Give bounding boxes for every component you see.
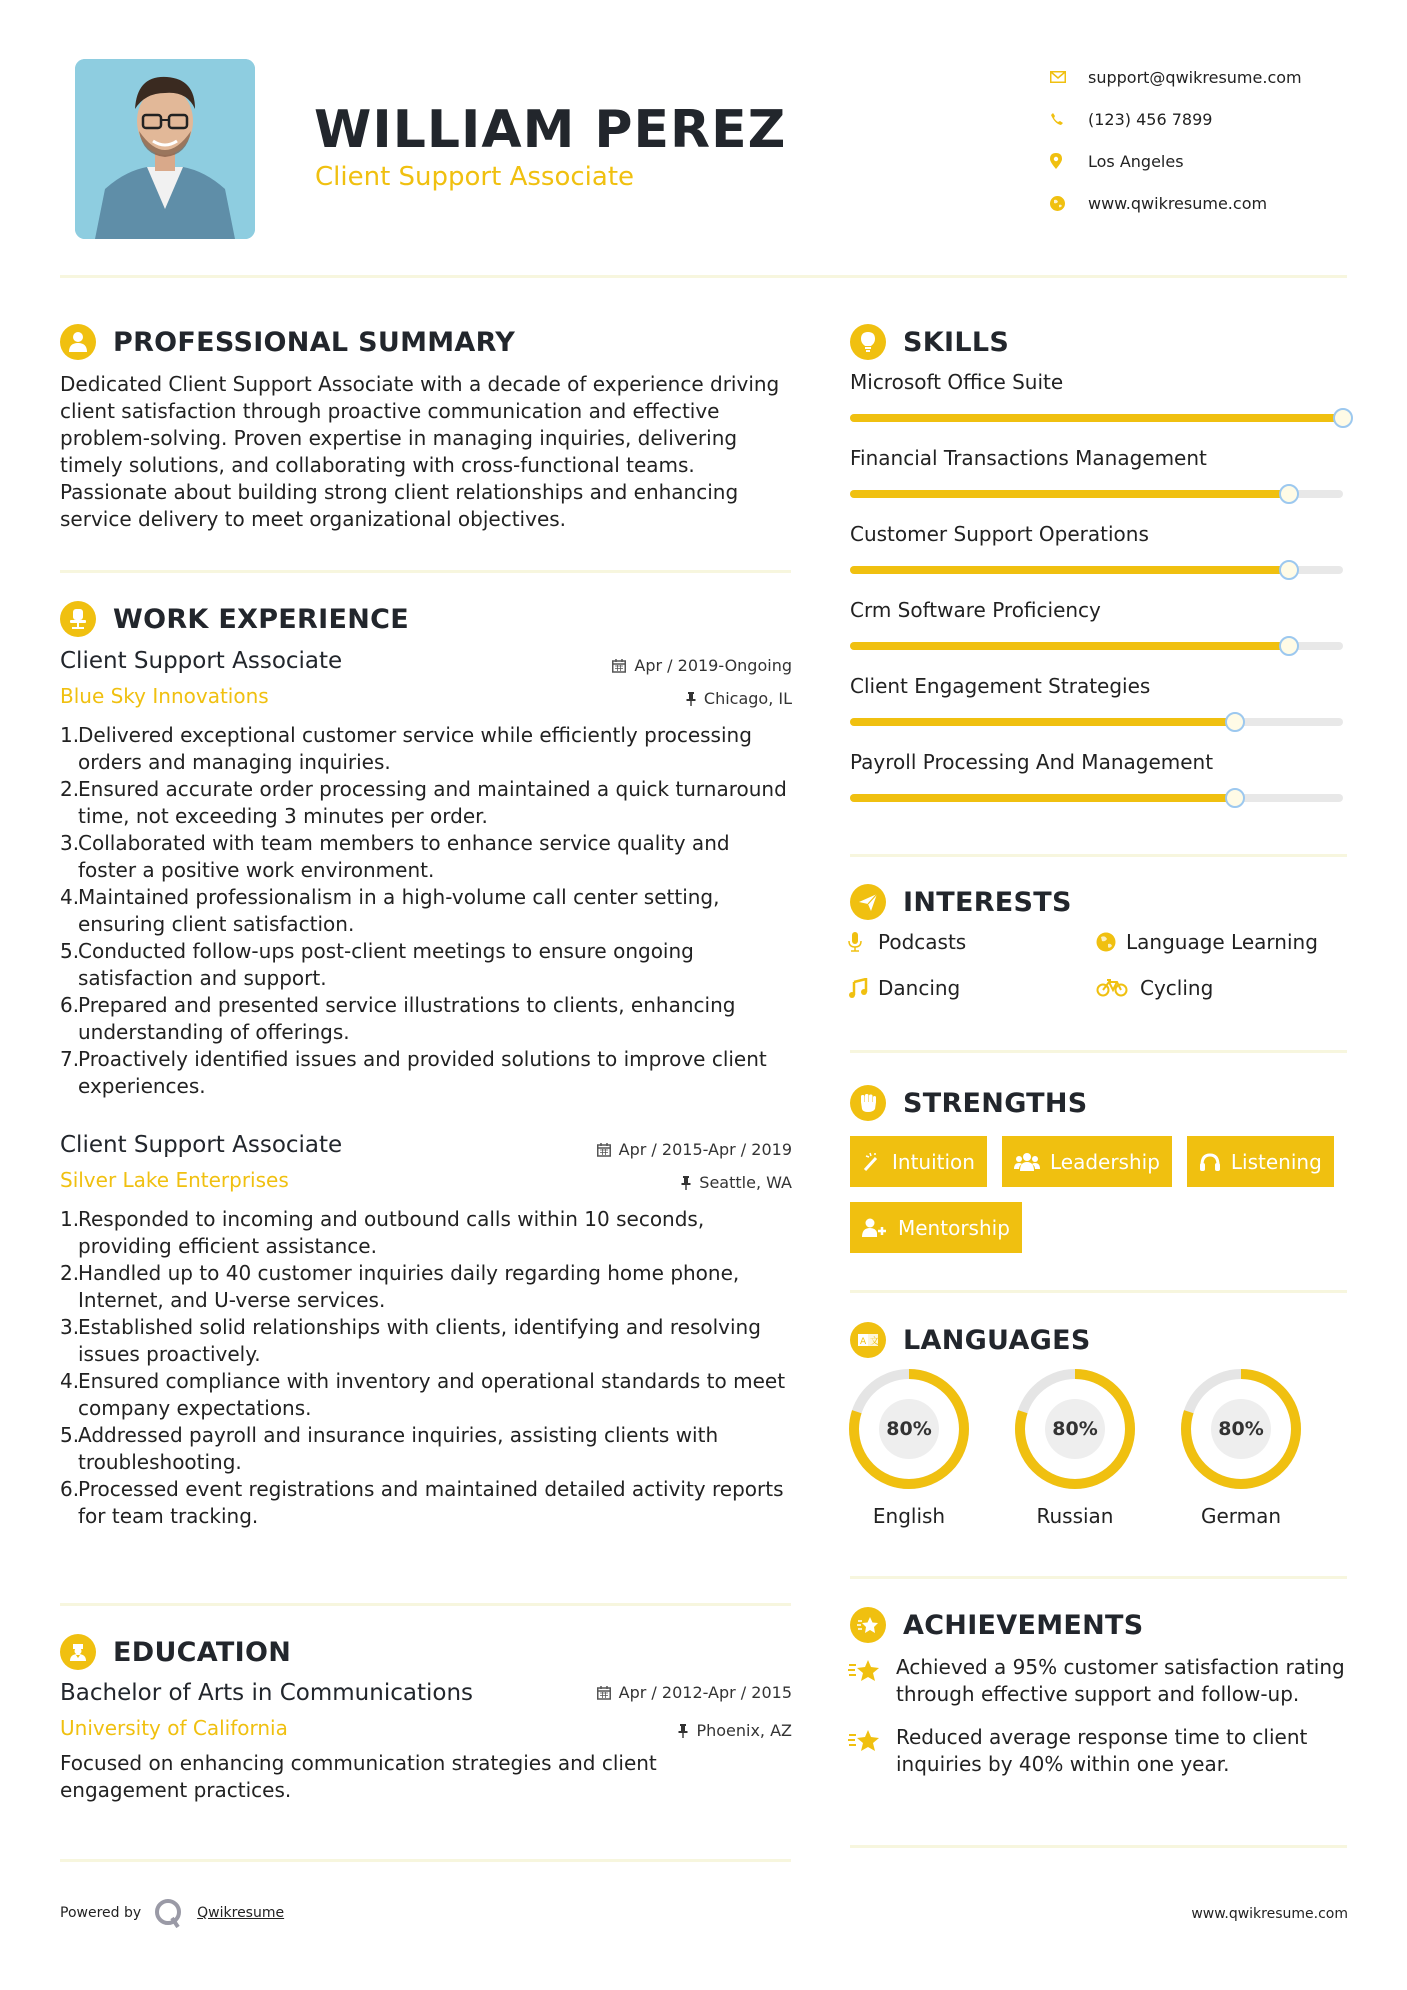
job-company: Blue Sky Innovations <box>60 684 269 708</box>
skill-knob <box>1225 788 1245 808</box>
strength-chip: Mentorship <box>850 1202 1022 1253</box>
music-note-icon <box>848 978 878 998</box>
experience-divider <box>60 1603 791 1606</box>
contact-list <box>1050 56 1302 224</box>
strengths-title: STRENGTHS <box>903 1087 1088 1119</box>
achievements-heading <box>850 1607 1144 1643</box>
skill-knob <box>1279 636 1299 656</box>
job-bullets <box>60 1206 792 1530</box>
svg-text:文: 文 <box>870 1337 879 1347</box>
skill-item: Client Engagement Strategies <box>850 674 1350 750</box>
skill-bar <box>850 642 1343 650</box>
calendar-icon <box>597 1686 611 1700</box>
education-entry <box>60 1680 792 1804</box>
interest-item: Podcasts <box>848 930 1096 954</box>
strength-chip: Intuition <box>850 1136 987 1187</box>
bullet-item: 4. Maintained professionalism in a high-volume call center setting, ensuring client satisfaction. <box>60 885 720 936</box>
language-percent: 80% <box>1211 1399 1271 1459</box>
contact-location <box>1050 140 1302 182</box>
pushpin-icon <box>686 692 696 706</box>
shooting-star-icon <box>850 1607 886 1643</box>
qwikresume-link[interactable]: Qwikresume <box>197 1905 285 1921</box>
header-divider <box>60 275 1347 278</box>
bullet-item: 1. Delivered exceptional customer service while efficiently processing orders and managing inquiries. <box>60 723 752 774</box>
skill-knob <box>1225 712 1245 732</box>
education-location: Phoenix, AZ <box>678 1721 792 1740</box>
education-dates: Apr / 2012-Apr / 2015 <box>597 1683 792 1702</box>
skill-item: Crm Software Proficiency <box>850 598 1350 674</box>
language-name: German <box>1200 1504 1282 1528</box>
bullet-item: 2. Ensured accurate order processing and maintained a quick turnaround time, not exceeding 3 minutes per order. <box>60 777 787 828</box>
contact-phone-text: (123) 456 7899 <box>1088 109 1213 129</box>
paper-plane-icon <box>850 884 886 920</box>
skill-item: Customer Support Operations <box>850 522 1350 598</box>
globe-icon <box>1096 932 1126 952</box>
summary-heading <box>60 324 515 360</box>
language-ring <box>1014 1368 1136 1490</box>
interests-list <box>848 930 1368 1000</box>
interest-item: Language Learning <box>1096 930 1356 954</box>
shooting-star-icon <box>848 1724 896 1778</box>
skill-knob <box>1279 484 1299 504</box>
interests-heading <box>850 884 1072 920</box>
language-percent: 80% <box>1045 1399 1105 1459</box>
phone-icon <box>1050 112 1088 126</box>
skill-knob <box>1333 408 1353 428</box>
bullet-item: 5. Addressed payroll and insurance inquiries, assisting clients with troubleshooting. <box>60 1423 719 1474</box>
bicycle-icon <box>1096 979 1140 997</box>
summary-divider <box>60 570 791 573</box>
users-icon <box>1014 1152 1040 1172</box>
pushpin-icon <box>678 1724 688 1738</box>
candidate-role: Client Support Associate <box>315 162 635 192</box>
interest-item: Dancing <box>848 976 1096 1000</box>
summary-title: PROFESSIONAL SUMMARY <box>113 326 516 358</box>
profile-photo <box>75 59 255 239</box>
qwikresume-logo-icon <box>155 1898 183 1928</box>
languages-heading <box>850 1322 1091 1358</box>
interests-title: INTERESTS <box>903 886 1072 918</box>
user-icon <box>60 324 96 360</box>
globe-icon <box>1050 196 1088 211</box>
job-entry <box>60 1132 792 1530</box>
user-plus-icon <box>862 1218 888 1238</box>
skill-bar <box>850 414 1343 422</box>
calendar-icon <box>597 1143 611 1157</box>
skills-divider <box>850 854 1347 857</box>
skills-list <box>850 370 1350 826</box>
strength-chip: Listening <box>1187 1136 1334 1187</box>
map-pin-icon <box>1050 153 1088 169</box>
languages-divider <box>850 1576 1347 1579</box>
skill-bar <box>850 566 1343 574</box>
achievements-divider <box>850 1845 1347 1848</box>
language-item <box>1014 1368 1136 1528</box>
pushpin-icon <box>681 1176 691 1190</box>
bullet-item: 6. Processed event registrations and maintained detailed activity reports for team tracking. <box>60 1477 784 1528</box>
skill-bar <box>850 718 1343 726</box>
interest-item: Cycling <box>1096 976 1356 1000</box>
svg-text:A: A <box>860 1337 867 1347</box>
job-location: Seattle, WA <box>681 1173 792 1192</box>
bullet-item: 6. Prepared and presented service illustrations to clients, enhancing understanding of offerings. <box>60 993 736 1044</box>
shooting-star-icon <box>848 1654 896 1708</box>
contact-email-text: support@qwikresume.com <box>1088 67 1302 87</box>
interests-divider <box>850 1050 1347 1053</box>
contact-website[interactable] <box>1050 182 1302 224</box>
experience-heading <box>60 601 409 637</box>
bullet-item: 3. Collaborated with team members to enhance service quality and foster a positive work environment. <box>60 831 730 882</box>
achievement-item: Reduced average response time to client inquiries by 40% within one year. <box>848 1724 1348 1778</box>
job-entry <box>60 648 792 1100</box>
envelope-icon <box>1050 71 1088 83</box>
skill-item: Microsoft Office Suite <box>850 370 1350 446</box>
language-percent: 80% <box>879 1399 939 1459</box>
contact-email[interactable] <box>1050 56 1302 98</box>
bullet-item: 1. Responded to incoming and outbound calls within 10 seconds, providing efficient assistance. <box>60 1207 705 1258</box>
graduate-icon <box>60 1634 96 1670</box>
education-heading <box>60 1634 291 1670</box>
footer-powered-by <box>60 1898 284 1928</box>
achievement-item: Achieved a 95% customer satisfaction rating through effective support and follow-up. <box>848 1654 1348 1708</box>
powered-by-label: Powered by <box>60 1905 142 1921</box>
summary-text: Dedicated Client Support Associate with a decade of experience driving client satisfaction through proactive communication and effective problem-solving. Proven expertise in managing inquiries, delivering timely solutions, and collaborating with cross-functional teams. Passionate about building strong client relationships and enhancing service delivery to meet organizational objectives. <box>60 372 780 531</box>
bullet-item: 5. Conducted follow-ups post-client meetings to ensure ongoing satisfaction and support. <box>60 939 694 990</box>
skill-item: Payroll Processing And Management <box>850 750 1350 826</box>
degree: Bachelor of Arts in Communications <box>60 1680 474 1706</box>
skill-bar <box>850 490 1343 498</box>
job-dates: Apr / 2015-Apr / 2019 <box>597 1140 792 1159</box>
language-name: Russian <box>1036 1504 1114 1528</box>
skills-heading <box>850 324 1009 360</box>
fist-icon <box>850 1085 886 1121</box>
bullet-item: 7. Proactively identified issues and provided solutions to improve client experiences. <box>60 1047 767 1098</box>
strength-chip: Leadership <box>1002 1136 1172 1187</box>
contact-website-text: www.qwikresume.com <box>1088 193 1268 213</box>
experience-title: WORK EXPERIENCE <box>113 603 409 635</box>
language-name: English <box>872 1504 946 1528</box>
lightbulb-icon <box>850 324 886 360</box>
headphones-icon <box>1199 1152 1221 1172</box>
bullet-item: 4. Ensured compliance with inventory and operational standards to meet company expectations. <box>60 1369 786 1420</box>
bullet-item: 3. Established solid relationships with clients, identifying and resolving issues proactively. <box>60 1315 761 1366</box>
languages-title: LANGUAGES <box>903 1324 1091 1356</box>
languages-list <box>848 1368 1302 1528</box>
office-chair-icon <box>60 601 96 637</box>
contact-phone[interactable] <box>1050 98 1302 140</box>
achievements-list <box>848 1654 1348 1794</box>
strengths-list <box>850 1136 1350 1253</box>
skills-title: SKILLS <box>903 326 1010 358</box>
calendar-icon <box>612 659 626 673</box>
language-ring <box>1180 1368 1302 1490</box>
language-item <box>848 1368 970 1528</box>
school: University of California <box>60 1716 288 1740</box>
skill-bar <box>850 794 1343 802</box>
strengths-heading <box>850 1085 1088 1121</box>
translate-icon <box>850 1322 886 1358</box>
job-title: Client Support Associate <box>60 648 343 674</box>
education-divider <box>60 1859 791 1862</box>
contact-location-text: Los Angeles <box>1088 151 1184 171</box>
job-title: Client Support Associate <box>60 1132 343 1158</box>
magic-wand-icon <box>862 1152 882 1172</box>
education-title: EDUCATION <box>113 1636 292 1668</box>
candidate-name: WILLIAM PEREZ <box>314 100 787 160</box>
education-description: Focused on enhancing communication strategies and client engagement practices. <box>60 1751 657 1802</box>
job-bullets <box>60 722 792 1100</box>
job-dates: Apr / 2019-Ongoing <box>612 656 792 675</box>
strengths-divider <box>850 1290 1347 1293</box>
job-company: Silver Lake Enterprises <box>60 1168 289 1192</box>
job-location: Chicago, IL <box>686 689 792 708</box>
achievements-title: ACHIEVEMENTS <box>903 1609 1144 1641</box>
language-ring <box>848 1368 970 1490</box>
language-item <box>1180 1368 1302 1528</box>
bullet-item: 2. Handled up to 40 customer inquiries daily regarding home phone, Internet, and U-verse services. <box>60 1261 740 1312</box>
person-photo-icon <box>75 59 255 239</box>
microphone-icon <box>848 932 878 952</box>
footer-url[interactable]: www.qwikresume.com <box>1191 1906 1348 1922</box>
skill-item: Financial Transactions Management <box>850 446 1350 522</box>
skill-knob <box>1279 560 1299 580</box>
